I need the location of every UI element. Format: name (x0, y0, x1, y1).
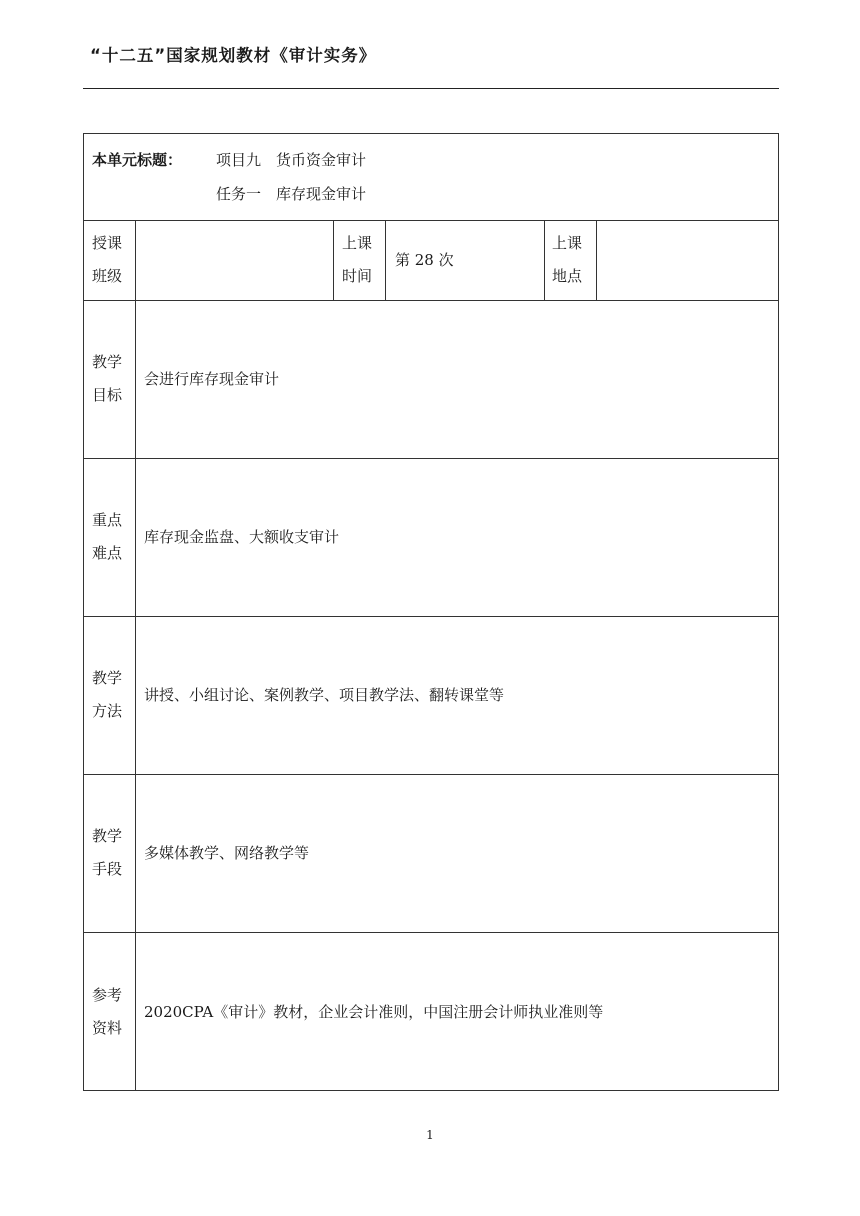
table-rule (84, 220, 778, 221)
row-content-means: 多媒体教学、网络教学等 (144, 844, 310, 862)
row-label-references: 参考 资料 (92, 986, 123, 1037)
unit-title-label: 本单元标题： (92, 151, 183, 169)
table-rule (84, 300, 778, 301)
table-rule (333, 220, 334, 300)
table-rule (84, 932, 778, 933)
time-label: 上课 时间 (342, 234, 373, 285)
document-header: “十二五”国家规划教材《审计实务》 (90, 46, 377, 65)
header-rule (83, 88, 779, 89)
lesson-plan-table (83, 133, 779, 1091)
page-number: 1 (426, 1128, 434, 1142)
unit-title-line2: 任务一 库存现金审计 (216, 185, 367, 203)
class-label: 授课 班级 (92, 234, 123, 285)
unit-title-line1: 项目九 货币资金审计 (216, 151, 367, 169)
table-rule (385, 220, 386, 300)
row-content-methods: 讲授、小组讨论、案例教学、项目教学法、翻转课堂等 (144, 686, 505, 704)
table-rule (84, 616, 778, 617)
row-content-references: 2020CPA《审计》教材，企业会计准则，中国注册会计师执业准则等 (144, 1003, 604, 1021)
row-label-means: 教学 手段 (92, 827, 123, 878)
place-label: 上课 地点 (552, 234, 583, 285)
table-rule (84, 774, 778, 775)
table-rule (84, 458, 778, 459)
row-content-keypoints: 库存现金监盘、大额收支审计 (144, 528, 340, 546)
row-content-objective: 会进行库存现金审计 (144, 370, 280, 388)
table-rule (135, 220, 136, 1090)
row-label-keypoints: 重点 难点 (92, 511, 123, 562)
row-label-objective: 教学 目标 (92, 353, 123, 404)
table-rule (544, 220, 545, 300)
time-value: 第 28 次 (395, 251, 454, 269)
row-label-methods: 教学 方法 (92, 669, 123, 720)
table-rule (596, 220, 597, 300)
